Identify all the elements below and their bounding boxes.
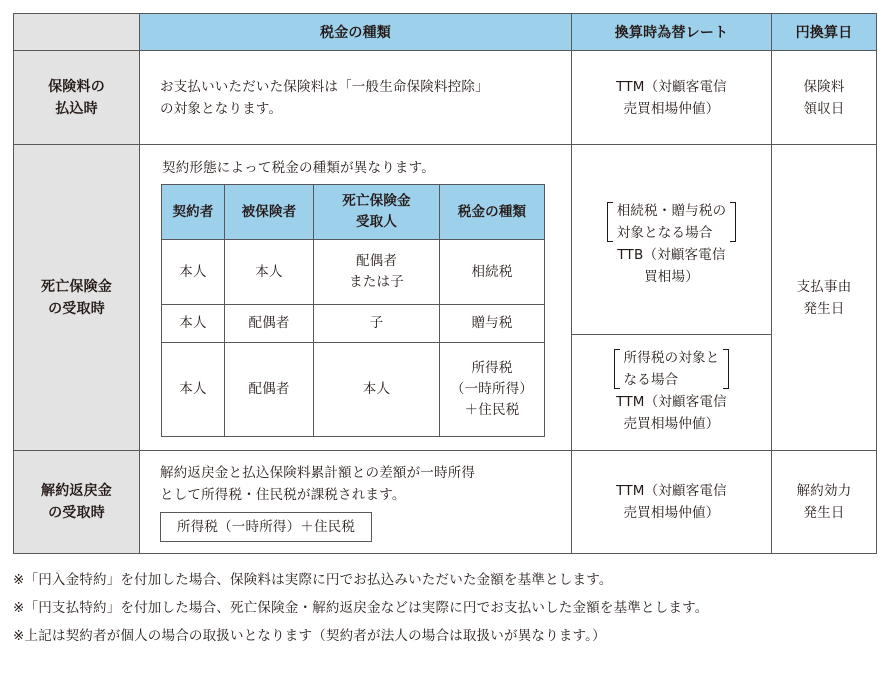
header-tax-type: 税金の種類 [140, 14, 572, 51]
death-row [14, 145, 877, 451]
footnote-individual: ※上記は契約者が個人の場合の取扱いとなります（契約者が法人の場合は取扱いが異なります。） [13, 628, 606, 644]
header-row [14, 14, 877, 51]
rate-income: 所得税の対象と なる場合 TTM（対顧客電信 売買相場仲値） [572, 335, 771, 435]
footnote-yen-deposit: ※「円入金特約」を付加した場合、保険料は実際に円でお払込みいただいた金額を基準とします。 [13, 572, 613, 588]
cell-tax: 相続税 [440, 240, 545, 305]
premium-label: 保険料の 払込時 [14, 51, 140, 145]
surrender-description: 解約返戻金と払込保険料累計額との差額が一時所得 として所得税・住民税が課税されます。 所得税（一時所得）＋住民税 [140, 451, 572, 554]
surrender-label: 解約返戻金 の受取時 [14, 451, 140, 554]
inheritance-condition: 相続税・贈与税の 対象となる場合 [607, 200, 737, 244]
corner-cell [14, 14, 140, 51]
contract-table-header [162, 185, 545, 240]
header-conversion-date: 円換算日 [772, 14, 877, 51]
income-condition: 所得税の対象と なる場合 [614, 347, 730, 391]
cell-insured: 配偶者 [225, 343, 314, 437]
cell-tax: 贈与税 [440, 305, 545, 343]
cell-tax: 所得税 （一時所得） ＋住民税 [440, 343, 545, 437]
cell-beneficiary: 子 [314, 305, 440, 343]
col-insured: 被保険者 [225, 185, 314, 240]
footnotes [13, 566, 883, 650]
footnote-yen-payment: ※「円支払特約」を付加した場合、死亡保険金・解約返戻金などは実際に円でお支払いした金額を基準とします。 [13, 600, 709, 616]
header-exchange-rate: 換算時為替レート [572, 14, 772, 51]
surrender-rate: TTM（対顧客電信 売買相場仲値） [572, 451, 772, 554]
cell-beneficiary: 本人 [314, 343, 440, 437]
table-row [162, 305, 545, 343]
cell-contractor: 本人 [162, 240, 225, 305]
col-beneficiary: 死亡保険金 受取人 [314, 185, 440, 240]
table-row [162, 343, 545, 437]
table-row [162, 240, 545, 305]
death-intro: 契約形態によって税金の種類が異なります。 [162, 160, 435, 176]
premium-rate: TTM（対顧客電信 売買相場仲値） [572, 51, 772, 145]
cell-insured: 配偶者 [225, 305, 314, 343]
death-label: 死亡保険金 の受取時 [14, 145, 140, 451]
cell-contractor: 本人 [162, 343, 225, 437]
surrender-tax-box: 所得税（一時所得）＋住民税 [160, 512, 372, 542]
surrender-date: 解約効力 発生日 [772, 451, 877, 554]
rate-inheritance: 相続税・贈与税の 対象となる場合 TTB（対顧客電信 買相場） [572, 145, 771, 335]
death-date: 支払事由 発生日 [772, 145, 877, 451]
col-contractor: 契約者 [162, 185, 225, 240]
death-description [140, 145, 572, 451]
cell-contractor: 本人 [162, 305, 225, 343]
premium-date: 保険料 領収日 [772, 51, 877, 145]
premium-description: お支払いいただいた保険料は「一般生命保険料控除」 の対象となります。 [140, 51, 572, 145]
col-tax-type: 税金の種類 [440, 185, 545, 240]
surrender-row [14, 451, 877, 554]
contract-type-table [161, 184, 545, 437]
death-rate [572, 145, 772, 451]
premium-row [14, 51, 877, 145]
tax-table [13, 13, 877, 554]
cell-beneficiary: 配偶者 または子 [314, 240, 440, 305]
cell-insured: 本人 [225, 240, 314, 305]
